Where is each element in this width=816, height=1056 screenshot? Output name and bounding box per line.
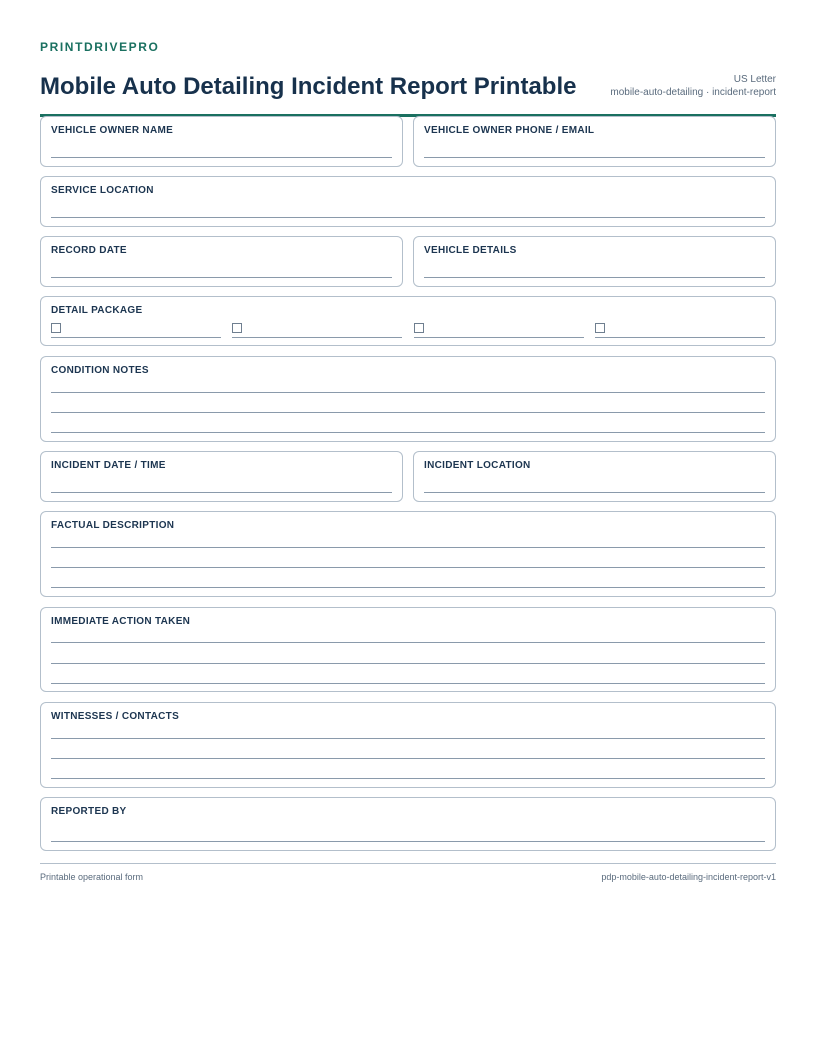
package-option-2[interactable] [232,323,402,337]
factual-description-field[interactable] [40,511,776,597]
condition-notes-field[interactable] [40,356,776,442]
write-line[interactable] [51,392,765,393]
write-line[interactable] [51,157,392,158]
paper-size: US Letter [733,74,776,85]
field-label: VEHICLE DETAILS [424,245,517,256]
write-line[interactable] [51,642,765,643]
field-label: SERVICE LOCATION [51,185,154,196]
package-option-3[interactable] [414,323,584,337]
write-line[interactable] [51,758,765,759]
owner-name-field[interactable] [40,116,403,167]
service-location-field[interactable] [40,176,776,227]
footer [40,863,776,882]
record-date-field[interactable] [40,236,403,287]
field-label: INCIDENT LOCATION [424,460,531,471]
write-line[interactable] [424,157,765,158]
incident-datetime-field[interactable] [40,451,403,502]
form-id: pdp-mobile-auto-detailing-incident-report-v1 [601,872,776,882]
checkbox[interactable] [51,323,61,333]
field-label: VEHICLE OWNER NAME [51,125,174,136]
checkbox[interactable] [232,323,242,333]
brand-name: PRINTDRIVEPRO [40,40,160,54]
witnesses-field[interactable] [40,702,776,788]
field-label: CONDITION NOTES [51,365,149,376]
write-line[interactable] [51,587,765,588]
checkbox[interactable] [414,323,424,333]
field-label: REPORTED BY [51,806,127,817]
write-line[interactable] [51,683,765,684]
vehicle-details-field[interactable] [413,236,776,287]
field-label: DETAIL PACKAGE [51,305,143,316]
form-page [40,40,776,117]
field-label: VEHICLE OWNER PHONE / EMAIL [424,125,595,136]
write-line[interactable] [51,663,765,664]
checkbox[interactable] [595,323,605,333]
package-option-1[interactable] [51,323,221,337]
write-line[interactable] [51,547,765,548]
page-title: Mobile Auto Detailing Incident Report Printable [40,73,577,100]
field-label: RECORD DATE [51,245,127,256]
detail-package-field[interactable] [40,296,776,346]
field-label: WITNESSES / CONTACTS [51,711,180,722]
footer-note: Printable operational form [40,872,144,882]
field-label: INCIDENT DATE / TIME [51,460,166,471]
owner-contact-field[interactable] [413,116,776,167]
write-line[interactable] [51,217,765,218]
write-line[interactable] [51,337,221,338]
write-line[interactable] [424,492,765,493]
reported-by-field[interactable] [40,797,776,851]
write-line[interactable] [51,778,765,779]
header-meta [610,73,776,99]
field-label: FACTUAL DESCRIPTION [51,520,175,531]
incident-location-field[interactable] [413,451,776,502]
write-line[interactable] [51,492,392,493]
package-option-4[interactable] [595,323,765,337]
write-line[interactable] [51,277,392,278]
form-tags: mobile-auto-detailing · incident-report [610,87,776,98]
immediate-action-field[interactable] [40,607,776,692]
write-line[interactable] [51,412,765,413]
write-line[interactable] [51,738,765,739]
write-line[interactable] [51,567,765,568]
write-line[interactable] [51,841,765,842]
write-line[interactable] [424,277,765,278]
write-line[interactable] [51,432,765,433]
write-line[interactable] [232,337,402,338]
write-line[interactable] [414,337,584,338]
header [40,54,776,117]
field-label: IMMEDIATE ACTION TAKEN [51,616,191,627]
write-line[interactable] [595,337,765,338]
